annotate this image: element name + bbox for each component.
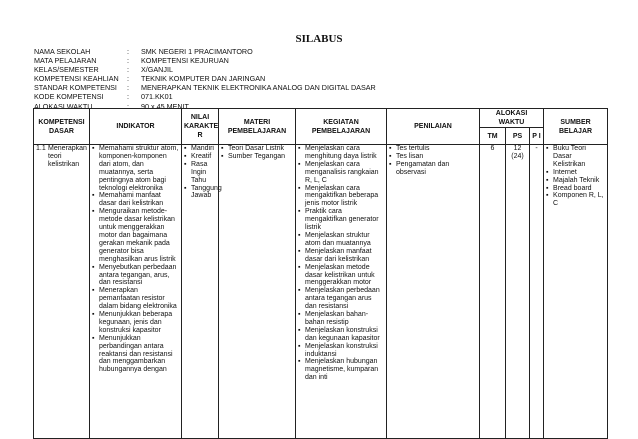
header-ps: PS <box>506 128 530 145</box>
info-label: KELAS/SEMESTER <box>34 65 99 75</box>
list-item: ▪ Menjelaskan hubungan magnetisme, kumparan dan inti <box>298 358 384 382</box>
list-item: ▪ Majalah Teknik <box>546 177 605 185</box>
cell-sumber-belajar <box>544 145 608 439</box>
list-item: ▪ Bread board <box>546 185 605 193</box>
list-item: ▪ Praktik cara mengaktifkan generator listrik <box>298 208 384 232</box>
kd-text: Menerapkan teori kelistrikan <box>48 145 87 168</box>
list-item: ▪ Menjelaskan cara menganalisis rangkaian R, L, C <box>298 161 384 185</box>
list-item: ▪ Rasa Ingin Tahu <box>184 161 216 185</box>
info-value: 90 x 45 MENIT <box>141 101 189 111</box>
cell-pi: - <box>530 145 544 439</box>
list-item: ▪ Menjelaskan struktur atom dan muatannya <box>298 232 384 248</box>
cell-kompetensi-dasar <box>34 145 90 439</box>
list-item: ▪ Komponen R, L, C <box>546 192 605 208</box>
syllabus-info <box>34 47 376 111</box>
header-kegiatan: KEGIATAN PEMBELAJARAN <box>296 109 387 145</box>
list-item: ▪ Menjelaskan manfaat dasar dari kelistrikan <box>298 248 384 264</box>
info-separator: : <box>127 83 129 93</box>
info-label: STANDAR KOMPETENSI <box>34 83 117 93</box>
info-row-class <box>34 65 376 74</box>
header-materi: MATERI PEMBELAJARAN <box>219 109 296 145</box>
cell-nilai-karakter <box>182 145 222 439</box>
info-label: NAMA SEKOLAH <box>34 47 91 56</box>
header-indikator: INDIKATOR <box>90 109 182 145</box>
table-header-row <box>34 109 608 128</box>
list-item: ▪ Internet <box>546 169 605 177</box>
list-item: ▪ Tanggung Jawab <box>184 185 216 201</box>
list-item: ▪ Memahami struktur atom, komponen-komponen dari atom, dan muatannya, serta pentingnya atom bagi teknologi elektronika <box>92 145 179 192</box>
info-separator: : <box>127 47 129 56</box>
header-penilaian: PENILAIAN <box>387 109 480 145</box>
header-pi: P I <box>530 128 544 145</box>
header-alokasi-waktu: ALOKASI WAKTU <box>480 109 544 128</box>
info-row-school <box>34 47 376 56</box>
list-item: ▪ Teori Dasar Listrik <box>221 145 293 153</box>
info-label: KOMPETENSI KEAHLIAN <box>34 74 119 84</box>
syllabus-table <box>33 108 608 439</box>
cell-indikator <box>90 145 182 439</box>
info-separator: : <box>127 65 129 75</box>
list-item: ▪ Menjelaskan konstruksi induktansi <box>298 343 384 359</box>
info-label: MATA PELAJARAN <box>34 56 97 66</box>
list-item: ▪ Memahami manfaat dasar dari kelistrikan <box>92 192 179 208</box>
list-item: ▪ Menjelaskan cara mengaktifkan beberapa jenis motor listrik <box>298 185 384 209</box>
info-row-expertise <box>34 74 376 83</box>
cell-kegiatan <box>296 145 387 439</box>
cell-penilaian <box>387 145 480 439</box>
cell-tm: 6 <box>480 145 506 439</box>
list-item: ▪ Menjelaskan cara menghitung daya listrik <box>298 145 384 161</box>
table-row <box>34 145 608 439</box>
list-item: ▪ Buku Teori Dasar Kelistrikan <box>546 145 605 169</box>
list-item: ▪ Pengamatan dan observasi <box>389 161 477 177</box>
info-row-subject <box>34 56 376 65</box>
info-value: MENERAPKAN TEKNIK ELEKTRONIKA ANALOG DAN DIGITAL DASAR <box>141 83 376 93</box>
list-item: ▪ Tes tertulis <box>389 145 477 153</box>
list-item: ▪ Menunjukkan perbandingan antara reaktansi dan resistansi dan menggambarkan hubungannya dengan <box>92 335 179 375</box>
header-kompetensi-dasar: KOMPETENSI DASAR <box>34 109 90 145</box>
info-label: KODE KOMPETENSI <box>34 92 104 102</box>
cell-materi <box>219 145 296 439</box>
header-sumber-belajar: SUMBER BELAJAR <box>544 109 608 145</box>
list-item: ▪ Sumber Tegangan <box>221 153 293 161</box>
list-item: ▪ Menjelaskan konstruksi dan kegunaan kapasitor <box>298 327 384 343</box>
info-separator: : <box>127 74 129 84</box>
info-row-code <box>34 92 376 101</box>
list-item: ▪ Kreatif <box>184 153 216 161</box>
list-item: ▪ Tes lisan <box>389 153 477 161</box>
page-title: SILABUS <box>295 33 343 45</box>
info-value: TEKNIK KOMPUTER DAN JARINGAN <box>141 74 266 84</box>
cell-ps: 12 (24) <box>506 145 530 439</box>
list-item: ▪ Menguraikan metode-metode dasar kelistrikan untuk menggerakkan motor dan bagaimana gerakan mekanik pada generator bisa menghasilkan arus listrik <box>92 208 179 263</box>
list-item: ▪ Menjelaskan metode dasar kelistrikan untuk menggerakkan motor <box>298 264 384 288</box>
info-separator: : <box>127 92 129 102</box>
list-item: ▪ Menjelaskan perbedaan antara tegangan arus dan resistansi <box>298 287 384 311</box>
info-label: ALOKASI WAKTU <box>34 101 93 111</box>
list-item: ▪ Menunjukkan beberapa kegunaan, jenis dan konstruksi kapasitor <box>92 311 179 335</box>
info-value: X/GANJIL <box>141 65 173 75</box>
info-value: KOMPETENSI KEJURUAN <box>141 56 229 66</box>
info-row-standard <box>34 83 376 92</box>
header-nilai-karakter: NILAI KARAKTE R <box>182 109 219 145</box>
list-item: ▪ Mandiri <box>184 145 216 153</box>
info-separator: : <box>127 56 129 66</box>
info-value: 071.KK01 <box>141 92 173 102</box>
list-item: ▪ Menerapkan pemanfaatan resistor dalam bidang elektronika <box>92 287 179 311</box>
list-item: ▪ Menyebutkan perbedaan antara tegangan, arus, dan resistansi <box>92 264 179 288</box>
kd-number: 1.1 <box>36 145 46 152</box>
info-separator: : <box>127 101 129 111</box>
list-item: ▪ Menjelaskan bahan-bahan resistip <box>298 311 384 327</box>
info-value: SMK NEGERI 1 PRACIMANTORO <box>141 47 253 56</box>
header-tm: TM <box>480 128 506 145</box>
